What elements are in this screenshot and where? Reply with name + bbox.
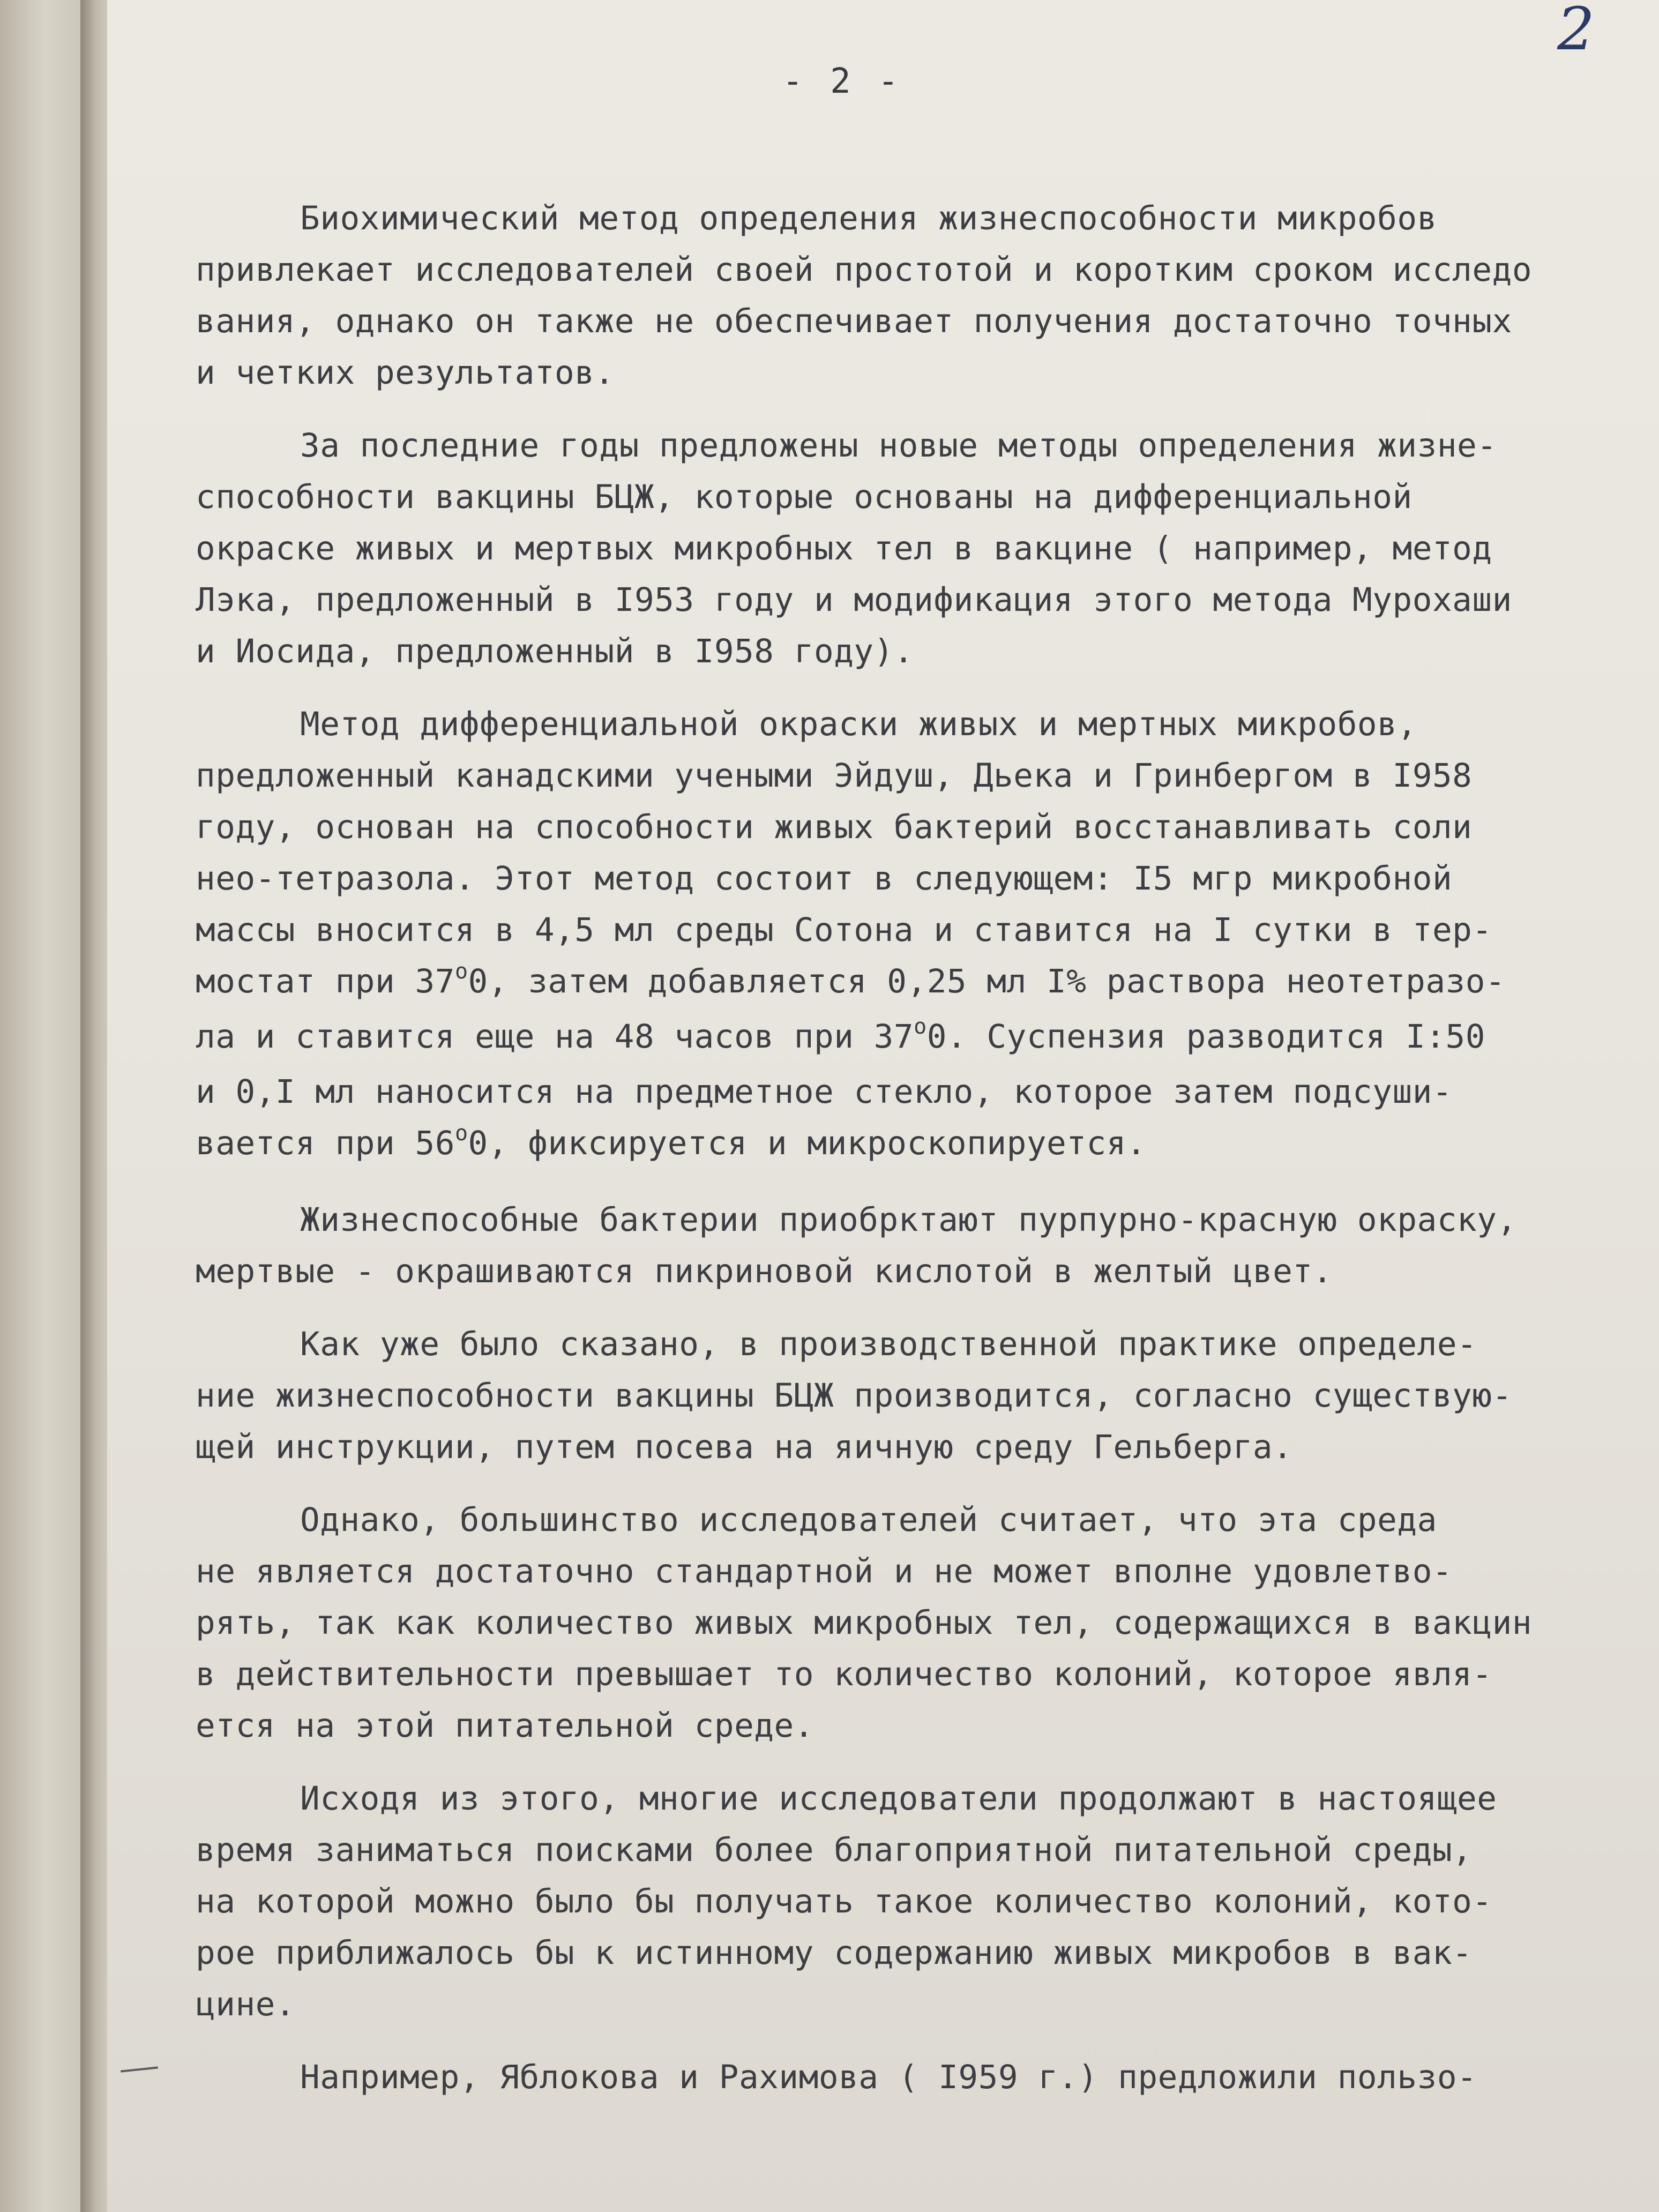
text-line: щей инструкции, путем посева на яичную среду Гельберга. [196,1428,1293,1466]
text-line: время заниматься поисками более благоприятной питательной среды, [196,1831,1473,1869]
text-line: Жизнеспособные бактерии приобрктают пурпурно-красную окраску, [300,1201,1517,1239]
text-line: рое приближалось бы к истинному содержанию живых микробов в вак- [196,1934,1473,1972]
text-line-with-superscript [196,1011,1621,1066]
paragraph-1 [196,193,1621,399]
paragraph-6 [196,1494,1621,1752]
text-line: и 0,I мл наносится на предметное стекло, которое затем подсуши- [196,1073,1453,1111]
text-segment: 0, фиксируется и микроскопируется. [468,1124,1147,1162]
paragraph-3 [196,699,1621,1173]
text-line: на которой можно было бы получать такое количество колоний, кото- [196,1882,1492,1920]
text-segment: ла и ставится еще на 48 часов при 37 [196,1018,914,1056]
text-line: ние жизнеспособности вакцины БЦЖ производится, согласно существую- [196,1377,1512,1415]
text-line: и Иосида, предложенный в I958 году). [196,632,914,670]
text-line-with-superscript [196,956,1621,1011]
text-line: Например, Яблокова и Рахимова ( I959 г.) предложили пользо- [300,2058,1477,2096]
paragraph-7 [196,1773,1621,2030]
text-line: Биохимический метод определения жизнеспособности микробов [300,199,1437,237]
text-line: привлекает исследователей своей простотой и коротким сроком исследо [196,251,1533,289]
degree-superscript: o [454,959,468,984]
text-line: в действительности превышает то количество колоний, которое явля- [196,1655,1492,1693]
text-line: Лэка, предложенный в I953 году и модификация этого метода Мурохаши [196,581,1512,619]
text-line: Как уже было сказано, в производственной практике определе- [300,1325,1477,1363]
text-line: Однако, большинство исследователей считает, что эта среда [300,1501,1437,1539]
text-line: ется на этой питательной среде. [196,1707,814,1745]
text-line: окраске живых и мертвых микробных тел в вакцине ( например, метод [196,529,1492,567]
document-body [196,193,1621,2125]
text-line: не является достаточно стандартной и не может вполне удовлетво- [196,1552,1453,1590]
page-number: - 2 - [782,62,902,101]
text-line: рять, так как количество живых микробных тел, содержащихся в вакцин [196,1604,1533,1642]
text-line: предложенный канадскими учеными Эйдуш, Дьека и Гринбергом в I958 [196,757,1473,795]
degree-superscript: o [914,1014,927,1039]
paragraph-2 [196,420,1621,677]
text-segment: вается при 56 [196,1124,455,1162]
text-segment: 0. Суспензия разводится I:50 [926,1018,1486,1056]
paragraph-4 [196,1194,1621,1297]
handwritten-page-mark: 2 [1557,0,1595,63]
text-line: Исходя из этого, многие исследователи продолжают в настоящее [300,1780,1497,1818]
text-line: цине. [196,1985,296,2023]
text-line: За последние годы предложены новые методы определения жизне- [300,427,1497,465]
paragraph-5 [196,1319,1621,1473]
paragraph-8 [196,2052,1621,2103]
adjacent-page [0,0,80,2212]
text-segment: мостат при 37 [196,962,455,1000]
text-line: Метод дифференциальной окраски живых и мертных микробов, [300,705,1417,743]
degree-superscript: o [454,1121,468,1146]
text-line-with-superscript [196,1118,1621,1173]
text-line: нео-тетразола. Этот метод состоит в следующем: I5 мгр микробной [196,860,1453,898]
text-line: вания, однако он также не обеспечивает получения достаточно точных [196,302,1512,340]
text-line: массы вносится в 4,5 мл среды Сотона и ставится на I сутки в тер- [196,911,1492,949]
text-line: году, основан на способности живых бактерий восстанавливать соли [196,808,1473,846]
text-line: мертвые - окрашиваются пикриновой кислотой в желтый цвет. [196,1252,1333,1290]
text-segment: 0, затем добавляется 0,25 мл I% раствора неотетразо- [468,962,1506,1000]
text-line: и четких результатов. [196,354,615,392]
text-line: способности вакцины БЦЖ, которые основаны на дифференциальной [196,478,1413,516]
